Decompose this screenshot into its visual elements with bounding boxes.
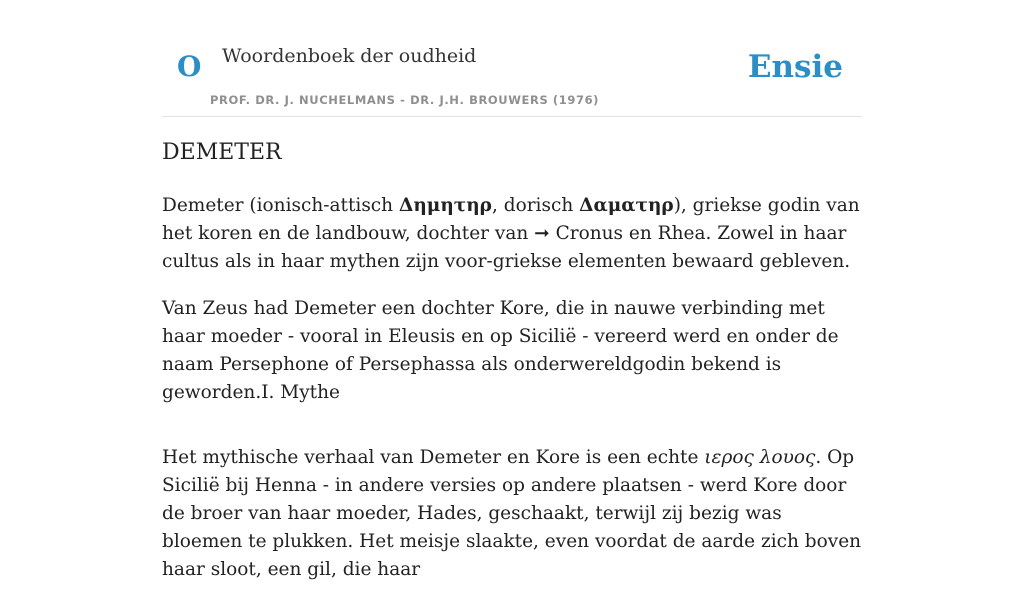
book-title-link[interactable]: Woordenboek der oudheid	[222, 45, 477, 67]
book-logo-letter[interactable]: O	[177, 50, 202, 83]
text-span: ), griekse godin van het koren en de landbouw, dochter van	[162, 195, 860, 244]
cronus-link[interactable]	[534, 223, 623, 244]
paragraph-kore: Van Zeus had Demeter een dochter Kore, die in nauwe verbinding met haar moeder - vooral in Eleusis en op Sicilië - vereerd werd en onder de naam Persephone of Persephassa als onderwereldgodin bekend is geworden.I. Mythe	[162, 298, 839, 403]
text-span: en Rhea. Zowel in haar cultus als in haar mythen zijn voor-griekse elementen bewaard gebleven.	[162, 223, 851, 272]
paragraph-mythe	[162, 444, 862, 584]
ensie-logo-link[interactable]: Ensie	[747, 49, 843, 85]
page-container	[162, 0, 862, 580]
paragraph-intro	[162, 192, 862, 276]
entry-body	[162, 192, 862, 603]
arrow-right-icon: ➞	[534, 223, 550, 244]
book-authors: PROF. DR. J. NUCHELMANS - DR. J.H. BROUWERS (1976)	[210, 93, 600, 107]
text-span: Demeter (ionisch-attisch	[162, 195, 399, 216]
entry-title: DEMETER	[162, 140, 282, 165]
text-span: , dorisch	[491, 195, 580, 216]
greek-term: ιερος λουος	[704, 447, 816, 468]
link-label: Cronus	[549, 223, 624, 244]
book-header	[162, 0, 862, 117]
greek-term: Δημητηρ	[398, 195, 492, 216]
greek-term: Δαματηρ	[579, 195, 674, 216]
text-span: . Op Sicilië bij Henna - in andere versies op andere plaatsen - werd Kore door de broer van haar moeder, Hades, geschaakt, terwijl zij bezig was bloemen te plukken. Het meisje slaakte, even voordat de aarde zich boven haar sloot, een gil, die haar	[162, 447, 862, 580]
text-span: Het mythische verhaal van Demeter en Kore is een echte	[162, 447, 705, 468]
